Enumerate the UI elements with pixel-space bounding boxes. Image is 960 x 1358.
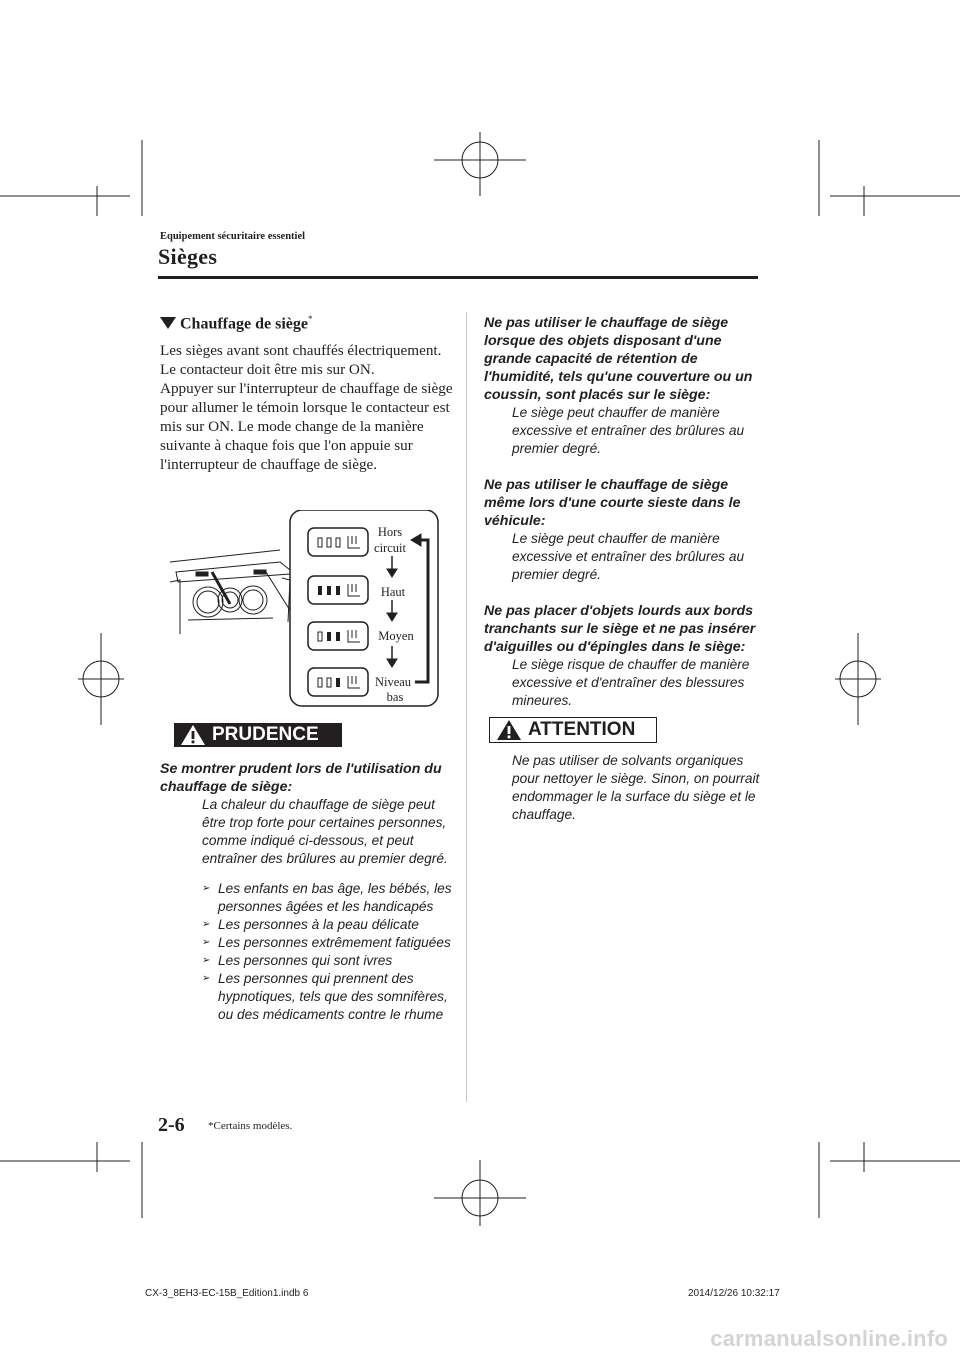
section-body — [160, 341, 460, 474]
column-divider — [466, 312, 467, 1102]
warning-heading: Ne pas utiliser le chauffage de siège lorsque des objets disposant d'une grande capacité de rétention de l'humidité, tels qu'une couverture ou un coussin, sont placés sur le siège: — [484, 315, 753, 403]
warning-item — [484, 602, 764, 710]
print-timestamp: 2014/12/26 10:32:17 — [688, 1288, 780, 1299]
page-number: 2-6 — [158, 1114, 185, 1136]
label-low-2: bas — [386, 690, 404, 704]
list-item: ➢ Les personnes extrêmement fatiguées — [202, 934, 460, 952]
prudence-text: La chaleur du chauffage de siège peut être trop forte pour certaines personnes, comme indiqué ci-dessous, et peut entraîner des brûlures au premier degré. — [202, 797, 448, 866]
warning-item — [484, 314, 764, 458]
switch-low — [308, 668, 368, 696]
header-rule — [158, 276, 758, 279]
paragraph: Appuyer sur l'interrupteur de chauffage de siège pour allumer le témoin lorsque le contacteur est mis sur ON. Le mode change de la manière suivante à chaque fois que l'on appuie sur l'interrupteur de chauffage de siège. — [160, 380, 453, 473]
prudence-list — [202, 880, 460, 1024]
watermark: carmanualsonline.info — [710, 1326, 948, 1351]
footnote: *Certains modèles. — [208, 1120, 293, 1132]
warning-icon — [496, 719, 522, 741]
paragraph: Les sièges avant sont chauffés électriquement. Le contacteur doit être mis sur ON. — [160, 342, 442, 378]
page-title: Sièges — [158, 244, 218, 269]
switch-off — [308, 528, 368, 556]
label-low-1: Niveau — [374, 675, 412, 689]
prudence-heading: Se montrer prudent lors de l'utilisation du chauffage de siège: — [160, 761, 442, 795]
warning-text: Le siège peut chauffer de manière excessive et entraîner des brûlures au premier degré. — [512, 531, 745, 582]
warnings-column — [484, 314, 764, 728]
attention-label: ATTENTION — [528, 719, 636, 740]
label-medium: Moyen — [378, 629, 414, 643]
warning-heading: Ne pas placer d'objets lourds aux bords tranchants sur le siège et ne pas insérer d'aiguilles ou d'épingles dans le siège: — [484, 603, 756, 655]
attention-box — [489, 717, 657, 743]
print-file-name: CX-3_8EH3-EC-15B_Edition1.indb 6 — [145, 1288, 309, 1299]
chapter-title: Equipement sécuritaire essentiel — [160, 231, 306, 242]
switch-high — [308, 576, 368, 604]
warning-text: Le siège risque de chauffer de manière excessive et d'entraîner des blessures mineures. — [512, 657, 750, 708]
list-item: ➢ Les personnes à la peau délicate — [202, 916, 460, 934]
label-off-1: Hors — [377, 525, 403, 539]
prudence-box — [174, 723, 342, 747]
label-high: Haut — [380, 585, 406, 599]
list-item: ➢ Les enfants en bas âge, les bébés, les personnes âgées et les handicapés — [202, 880, 460, 916]
list-item: ➢ Les personnes qui sont ivres — [202, 952, 460, 970]
label-off-2: circuit — [374, 541, 406, 555]
warning-heading: Ne pas utiliser le chauffage de siège même lors d'une courte sieste dans le véhicule: — [484, 477, 741, 529]
list-item: ➢ Les personnes qui prennent des hypnotiques, tels que des somnifères, ou des médicaments contre le rhume — [202, 970, 460, 1024]
footnote-mark: * — [307, 314, 313, 324]
section-title-text: Chauffage de siège — [180, 315, 308, 333]
warning-text: Le siège peut chauffer de manière excessive et entraîner des brûlures au premier degré. — [512, 405, 745, 456]
attention-text: Ne pas utiliser de solvants organiques pour nettoyer le siège. Sinon, on pourrait endommager le la surface du siège et le chauffage. — [512, 753, 760, 822]
warning-item — [484, 476, 764, 584]
section-marker-icon — [160, 317, 176, 329]
warning-icon — [180, 724, 206, 746]
section-title — [160, 314, 312, 333]
prudence-label: PRUDENCE — [212, 724, 319, 745]
prudence-content — [160, 760, 460, 1024]
seat-heater-illustration — [168, 510, 440, 708]
switch-medium — [308, 622, 368, 650]
dashboard-sketch — [170, 550, 296, 634]
